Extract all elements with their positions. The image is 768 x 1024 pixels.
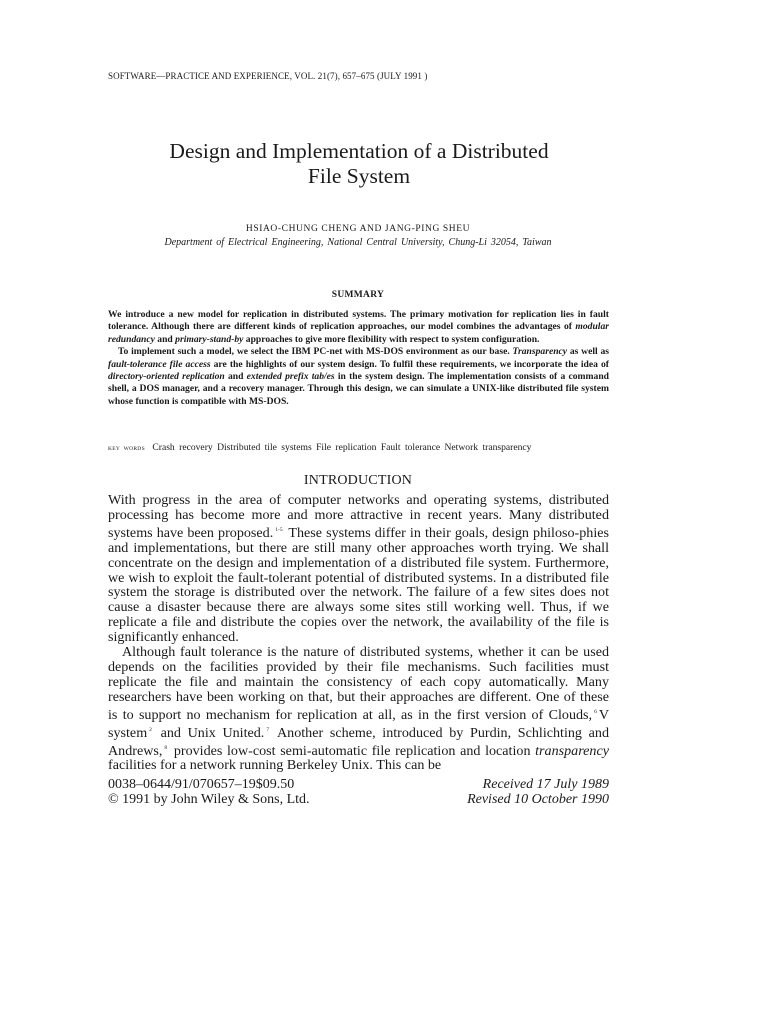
introduction-heading: INTRODUCTION bbox=[303, 473, 413, 488]
summary-heading: SUMMARY bbox=[331, 290, 385, 300]
citation-ref: 7 bbox=[266, 726, 270, 733]
issn-code: 0038–0644/91/070657–19$09.50 bbox=[108, 777, 295, 792]
keywords-list: Crash recovery Distributed tile systems File replication Fault tolerance Network transparency bbox=[152, 442, 532, 453]
keywords-label: KEY WORDS bbox=[108, 446, 145, 452]
summary-paragraph-2: To implement such a model, we select the IBM PC-net with MS-DOS environment as our base. Transparency as well as fault-tolerance file access are the highlights of our system design. To fulfil these requirements, we incorporate the idea of directory-oriented replication and extended prefix tab/es in the system design. The implementation consists of a command shell, a DOS manager, and a recovery manager. Through this design, we can simulate a UNIX-like distributed file system whose function is compatible with MS-DOS. bbox=[108, 346, 609, 407]
intro-paragraph-2: Although fault tolerance is the nature of distributed systems, whether it can be used depends on the facilities provided by their file mechanisms. Such facilities must replicate the file and maintain the consistency of each copy automatically. Many researchers have been working on that, but their approaches are different. One of these is to support no mechanism for replication at all, as in the first version of Clouds, $^6$ V system $^2$ and Unix United. $^7$ Another scheme, introduced by Purdin, Schlichting and Andrews, $^8$ provides low-cost semi-automatic file replication and location transparency facilities for a network running Berkeley Unix. This can be bbox=[108, 644, 609, 774]
footer bbox=[108, 777, 609, 807]
introduction-body bbox=[108, 493, 609, 773]
summary-abstract bbox=[108, 309, 609, 408]
summary-paragraph-1: We introduce a new model for replication in distributed systems. The primary motivation for replication lies in fault tolerance. Although there are different kinds of replication approaches, our model combines the advantages of modular redundancy and primary-stand-by approaches to give more flexibility with respect to system configuration. bbox=[108, 309, 609, 345]
intro-paragraph-1: With progress in the area of computer networks and operating systems, distributed processing has become more and more attractive in recent years. Many distributed systems have been proposed. $^{1-5}$ These systems differ in their goals, design philoso-phies and implementations, but there are still many other approaches worth trying. We shall concentrate on the design and implementation of a distributed file system. Furthermore, we wish to exploit the fault-tolerant potential of distributed systems. In a distributed file system the storage is distributed over the network. The failure of a few sites does not cause a disaster because there are always some sites still working well. Thus, if we replicate a file and distribute the copies over the network, the availability of the file is significantly enhanced. bbox=[108, 492, 609, 646]
affiliation: Department of Electrical Engineering, National Central University, Chung-Li 32054, Taiwan bbox=[164, 237, 552, 248]
copyright: © 1991 by John Wiley & Sons, Ltd. bbox=[108, 792, 310, 807]
journal-header: SOFTWARE—PRACTICE AND EXPERIENCE, VOL. 21(7), 657–675 (JULY 1991 ) bbox=[108, 71, 428, 81]
citation-ref: 6 bbox=[594, 708, 597, 715]
citation-ref: 8 bbox=[164, 744, 168, 751]
citation-ref: 2 bbox=[149, 726, 152, 733]
authors: HSIAO-CHUNG CHENG AND JANG-PING SHEU bbox=[245, 224, 471, 234]
title-line-2: File System bbox=[307, 164, 411, 188]
title-line-1: Design and Implementation of a Distributed bbox=[169, 139, 549, 163]
paper-title bbox=[108, 139, 610, 189]
received-date: Received 17 July 1989 bbox=[482, 777, 609, 792]
keywords bbox=[108, 442, 608, 453]
revised-date: Revised 10 October 1990 bbox=[467, 792, 609, 807]
citation-ref: 1-5 bbox=[275, 526, 283, 533]
